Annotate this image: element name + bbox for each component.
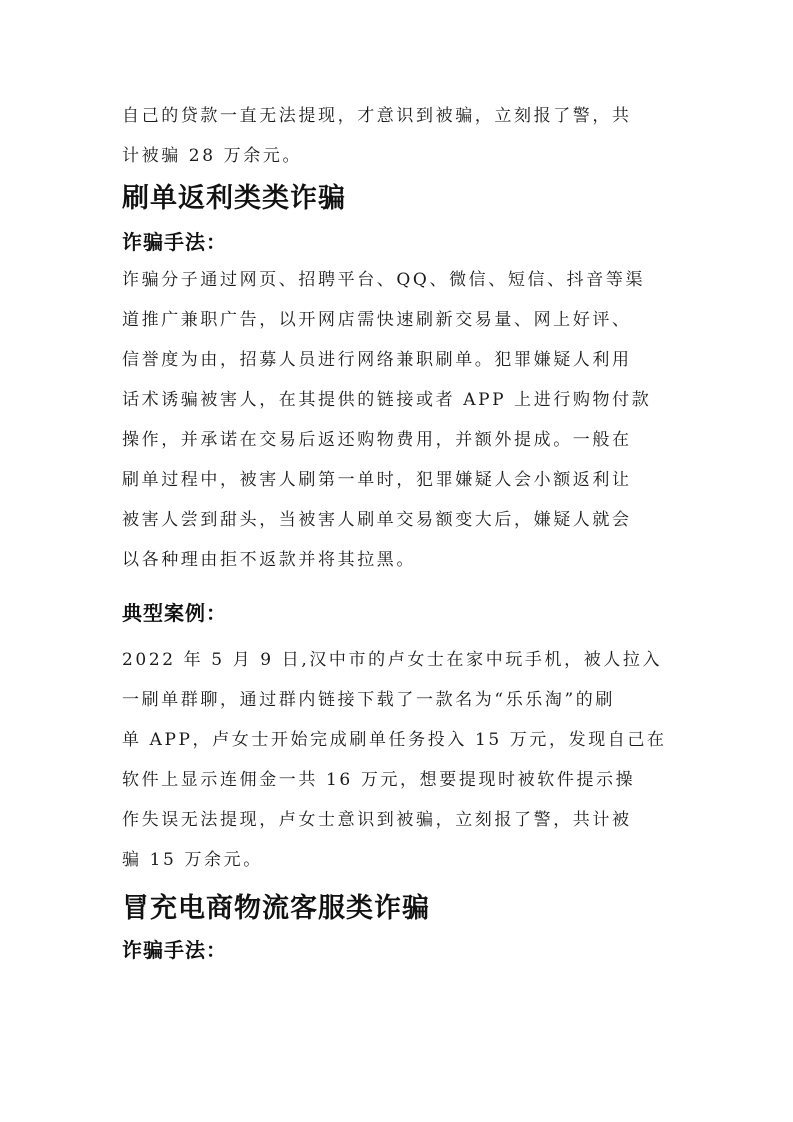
method-line-3: 信誉度为由，招募人员进行网络兼职刷单。犯罪嫌疑人利用 [122,350,632,370]
case-line-5: 作失误无法提现，卢女士意识到被骗，立刻报了警，共计被 [122,810,632,830]
method-line-1: 诈骗分子通过网页、招聘平台、QQ、微信、短信、抖音等渠 [122,270,646,290]
method-heading-shuadan: 诈骗手法： [122,230,227,254]
method-line-5: 操作，并承诺在交易后返还购物费用，并额外提成。一般在 [122,430,632,450]
case-line-6: 骗 15 万余元。 [122,850,263,870]
section-title-kefu: 冒充电商物流客服类诈骗 [122,893,430,924]
method-line-2: 道推广兼职广告，以开网店需快速刷新交易量、网上好评、 [122,310,632,330]
case-line-2: 一刷单群聊，通过群内链接下载了一款名为“乐乐淘”的刷 [122,690,615,710]
case-line-4: 软件上显示连佣金一共 16 万元，想要提现时被软件提示操 [122,770,636,790]
method-line-4: 话术诱骗被害人，在其提供的链接或者 APP 上进行购物付款 [122,390,652,410]
method-heading-kefu: 诈骗手法： [122,938,227,962]
prev-case-line-1: 自己的贷款一直无法提现，才意识到被骗，立刻报了警，共 [122,106,632,126]
method-line-8: 以各种理由拒不返款并将其拉黑。 [122,550,416,570]
method-line-7: 被害人尝到甜头，当被害人刷单交易额变大后，嫌疑人就会 [122,510,632,530]
prev-case-line-2: 计被骗 28 万余元。 [122,146,303,166]
case-line-3: 单 APP，卢女士开始完成刷单任务投入 15 万元，发现自己在 [122,730,667,750]
case-line-1: 2022 年 5 月 9 日,汉中市的卢女士在家中玩手机，被人拉入 [122,650,663,670]
case-heading-shuadan: 典型案例： [122,601,227,625]
section-title-shuadan: 刷单返利类类诈骗 [122,183,346,214]
method-line-6: 刷单过程中，被害人刷第一单时，犯罪嫌疑人会小额返利让 [122,470,632,490]
